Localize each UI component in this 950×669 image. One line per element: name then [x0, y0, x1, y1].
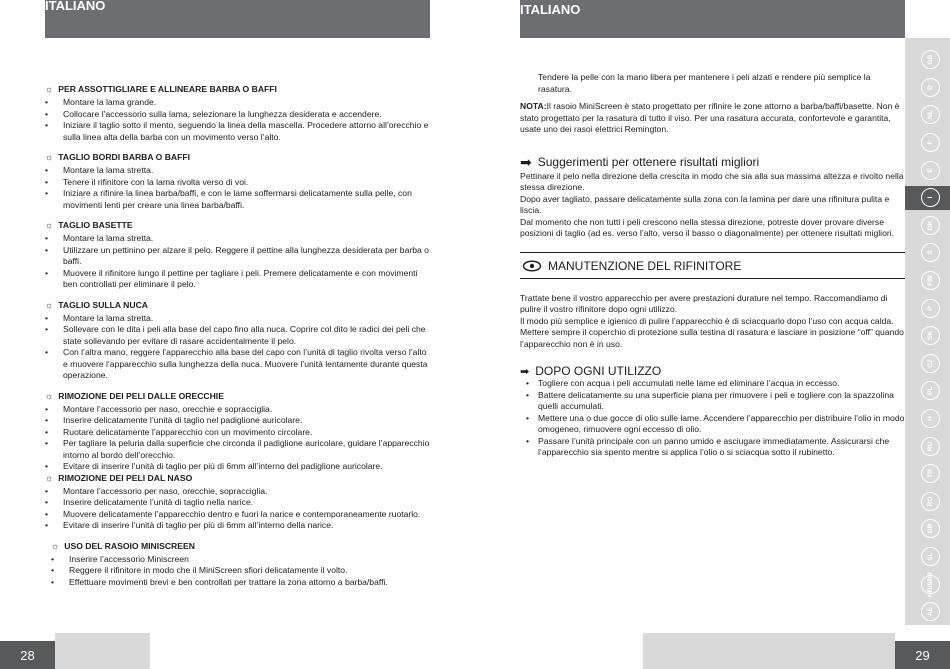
instruction-section	[45, 473, 430, 532]
language-tab-tr[interactable]	[905, 460, 933, 488]
language-tab-d[interactable]	[905, 74, 933, 102]
language-code: FIN	[921, 271, 940, 290]
page-number-right-text: 29	[915, 647, 930, 663]
right-header-title: ITALIANO	[520, 2, 581, 17]
list-item: • Muovere delicatamente l’apparecchio dentro e fuori la narice e contemporaneamente ruotarlo.	[45, 509, 430, 521]
list-item: • Inserire delicatamente l’unità di taglio nella narice.	[45, 497, 430, 509]
instruction-section	[45, 152, 430, 211]
language-code: I	[921, 188, 940, 207]
list-item: • Evitare di inserire l’unità di taglio per più di 6mm all’interno del padiglione auricolare.	[45, 461, 430, 473]
language-tab-e[interactable]	[905, 156, 933, 184]
page-number-left	[0, 641, 55, 669]
section-title	[45, 84, 430, 94]
maintenance-text: Trattate bene il vostro apparecchio per avere prestazioni durature nel tempo. Raccomandiamo di pulire il vostro rifinitore dopo ogni utilizzo. Il modo più semplice e igienico di pulire l’apparecchio è di sciacquarlo dopo l’uso con acqua calda. Mettere sempre il coperchio di protezione sulla testina di rasatura e lasciare in posizione “off” quando l’apparecchio non è in uso.	[520, 292, 904, 349]
tips-title	[520, 154, 905, 171]
section-title-text: PER ASSOTTIGLIARE E ALLINEARE BARBA O BAFFI	[58, 84, 277, 94]
language-code: GB	[921, 50, 940, 69]
language-tab-hr-srb[interactable]	[905, 570, 933, 598]
left-header-title: ITALIANO	[45, 0, 106, 13]
left-footer	[55, 633, 150, 669]
list-item: • Ruotare delicatamente l’apparecchio con un movimento circolare.	[45, 427, 430, 439]
list-item: • Tenere il rifinitore con la lama rivolta verso di voi.	[45, 177, 430, 189]
section-title-text: USO DEL RASOIO MINISCREEN	[64, 540, 195, 551]
language-tab-sl[interactable]	[905, 543, 933, 571]
sun-icon: ☼	[45, 299, 54, 310]
language-code: HR/SRB	[921, 575, 940, 594]
language-tab-i[interactable]	[905, 184, 933, 212]
language-tab-s[interactable]	[905, 239, 933, 267]
language-code: P	[921, 299, 940, 318]
language-tab-gr[interactable]	[905, 515, 933, 543]
language-code: SK	[921, 326, 940, 345]
instruction-section	[45, 84, 430, 143]
section-title	[51, 541, 430, 551]
arrow-right-icon: ➡	[520, 153, 532, 170]
divider-2	[520, 278, 905, 279]
nota-text: Il rasoio MiniScreen è stato progettato per rifinire le zone attorno a barba/baffi/basette. Non è stato progettato per la rasatura di tutto il viso. Per una rasatura accurata, confortevole e garantita, usate uno dei rasoi elettrici Remington.	[520, 101, 900, 134]
intro-text: Tendere la pelle con la mano libera per mantenere i peli alzati e rendere più semplice la rasatura.	[538, 72, 871, 94]
arrow-right-icon: ➡	[520, 365, 530, 378]
list-item: • Montare la lama stretta.	[45, 165, 430, 177]
sun-icon: ☼	[51, 540, 60, 551]
list-item: • Passare l’unità principale con un panno umido e asciugare immediatamente. Assicurarsi che l’apparecchio sia spento mentre si applica l’olio o si sciacqua sotto il rubinetto.	[526, 436, 905, 459]
sun-icon: ☼	[45, 220, 54, 230]
tips-title-text: Suggerimenti per ottenere risultati migliori	[537, 155, 760, 169]
list-item: • Mettere una o due gocce di olio sulle lame. Accendere l’apparecchio per distribuire l’olio in modo omogeneo, rimuovere ogni eccesso di olio.	[526, 413, 905, 436]
page-number-left-text: 28	[20, 647, 35, 663]
language-code: RU	[921, 437, 940, 456]
instruction-section	[45, 541, 430, 589]
list-item: • Iniziare a rifinire la linea barba/baffi, e con le lame soffermarsi delicatamente sulla pelle, con movimenti lenti per creare una linea barba/baffi.	[45, 188, 430, 211]
list-item: • Montare la lama grande.	[45, 97, 430, 109]
language-code: TR	[921, 464, 940, 483]
language-code: DK	[921, 216, 940, 235]
language-tab-sk[interactable]	[905, 322, 933, 350]
right-footer	[643, 633, 895, 669]
maintenance-title	[520, 259, 905, 273]
language-code: RO	[921, 492, 940, 511]
after-use-title-text: DOPO OGNI UTILIZZO	[535, 364, 662, 378]
list-item: • Togliere con acqua i peli accumulati nelle lame ed eliminare l’acqua in eccesso.	[526, 378, 905, 390]
language-code: F	[921, 133, 940, 152]
instruction-section	[45, 300, 430, 382]
language-code: PL	[921, 381, 940, 400]
nota-paragraph	[520, 101, 905, 136]
list-item: • Reggere il rifinitore in modo che il MiniScreen sfiori delicatamente il volto.	[51, 565, 430, 577]
language-tab-ru[interactable]	[905, 432, 933, 460]
section-title	[45, 152, 430, 162]
nota-label: NOTA:	[520, 101, 547, 111]
section-title-text: RIMOZIONE DEI PELI DAL NASO	[58, 472, 193, 483]
list-item: • Battere delicatamente su una superficie piana per rimuovere i peli e togliere con la spazzolina quelli accumulati.	[526, 390, 905, 413]
list-item: • Per tagliare la peluria dalla superficie che circonda il padiglione auricolare, guidare l’apparecchio intorno al bordo dell’orecchio.	[45, 438, 430, 461]
list-item: • Collocare l’accessorio sulla lama, selezionare la lunghezza desiderata e accendere.	[45, 109, 430, 121]
language-tab-ro[interactable]	[905, 488, 933, 516]
list-item: • Inserire l’accessorio Miniscreen	[51, 554, 430, 566]
list-item: • Montare l’accessorio per naso, orecchie e sopracciglia.	[45, 404, 430, 416]
divider	[520, 252, 905, 253]
maintenance-title-text: MANUTENZIONE DEL RIFINITORE	[548, 258, 742, 273]
section-title-text: TAGLIO BASETTE	[58, 220, 133, 230]
list-item: • Utilizzare un pettinino per alzare il pelo. Reggere il pettine alla lunghezza desiderata per barba o baffi.	[45, 245, 430, 268]
list-item: • Montare la lama stretta.	[45, 233, 430, 245]
language-sidebar	[905, 38, 950, 625]
tips-text: Pettinare il pelo nella direzione della crescita in modo che sia alla sua massima altezza e rivolto nella stessa direzione. Dopo aver tagliato, passare delicatamente sulla zona con la lamina per dare una rifinitura pulita e liscia. Dal momento che non tutti i peli crescono nella stessa direzione, potreste dover provare diverse posizioni di taglio (ad es. verso l’alto, verso il basso o diagonalmente) per ottenere risultati migliori.	[520, 170, 904, 238]
sun-icon: ☼	[45, 390, 54, 401]
language-tab-h[interactable]	[905, 405, 933, 433]
list-item: • Inserire delicatamente l’unità di taglio nel padiglione auricolare.	[45, 415, 430, 427]
language-tab-pl[interactable]	[905, 377, 933, 405]
language-code: AE	[921, 602, 940, 621]
list-item: • Iniziare il taglio sotto il mento, seguendo la linea della mascella. Procedere attorno all’orecchio e sulla linea alta della barba con un movimento verso l’alto.	[45, 120, 430, 143]
language-code: SL	[921, 547, 940, 566]
language-code: D	[921, 78, 940, 97]
right-content	[520, 72, 905, 459]
language-code: NL	[921, 105, 940, 124]
language-tab-fin[interactable]	[905, 267, 933, 295]
list-item: • Muovere il rifinitore lungo il pettine per tagliare i peli. Premere delicatamente e con movimenti ben controllati per eliminare il pelo.	[45, 268, 430, 291]
sun-icon: ☼	[45, 472, 54, 483]
list-item: • Montare l’accessorio per naso, orecchie, sopracciglia.	[45, 486, 430, 498]
sun-icon: ☼	[45, 152, 54, 162]
page-number-right	[895, 641, 950, 669]
after-use-title	[520, 364, 905, 378]
language-code: S	[921, 243, 940, 262]
sun-icon: ☼	[45, 84, 54, 94]
language-code: CZ	[921, 354, 940, 373]
right-header	[520, 0, 905, 38]
section-title-text: TAGLIO BORDI BARBA O BAFFI	[58, 152, 191, 162]
list-item: • Sollevare con le dita i peli alla base del capo fino alla nuca. Coprire col dito le radici dei peli che state sollevando per evitare di rasare accidentalmente il pelo.	[45, 324, 430, 347]
after-use-list	[520, 378, 905, 459]
language-tab-ae[interactable]	[905, 598, 933, 626]
list-item: • Evitare di inserire l’unità di taglio per più di 6mm all’interno della narice.	[45, 520, 430, 532]
language-tab-f[interactable]	[905, 129, 933, 157]
left-header	[45, 0, 430, 38]
list-item: • Montare la lama stretta.	[45, 313, 430, 325]
language-code: GR	[921, 519, 940, 538]
section-title	[45, 391, 430, 401]
section-title-text: RIMOZIONE DEI PELI DALLE ORECCHIE	[58, 390, 224, 401]
left-content	[45, 84, 430, 597]
section-title-text: TAGLIO SULLA NUCA	[58, 299, 148, 310]
language-tab-gb[interactable]	[905, 46, 933, 74]
instruction-section	[45, 220, 430, 291]
section-title	[45, 220, 430, 230]
section-title	[45, 473, 430, 483]
section-title	[45, 300, 430, 310]
list-item: • Con l’altra mano, reggere l’apparecchio alla base del capo con l’unità di taglio rivolta verso l’alto e muovere l’apparecchio sulla lunghezza della nuca. Muovere l’unità lentamente durante questa operazione.	[45, 347, 430, 382]
list-item: • Effettuare movimenti brevi e ben controllati per trattare la zona attorno a barba/baffi.	[51, 577, 430, 589]
language-tab-p[interactable]	[905, 294, 933, 322]
eye-icon	[522, 260, 542, 272]
language-tab-dk[interactable]	[905, 212, 933, 240]
language-tab-nl[interactable]	[905, 101, 933, 129]
language-code: E	[921, 161, 940, 180]
language-code: H	[921, 409, 940, 428]
instruction-section	[45, 391, 430, 473]
language-tab-cz[interactable]	[905, 350, 933, 378]
